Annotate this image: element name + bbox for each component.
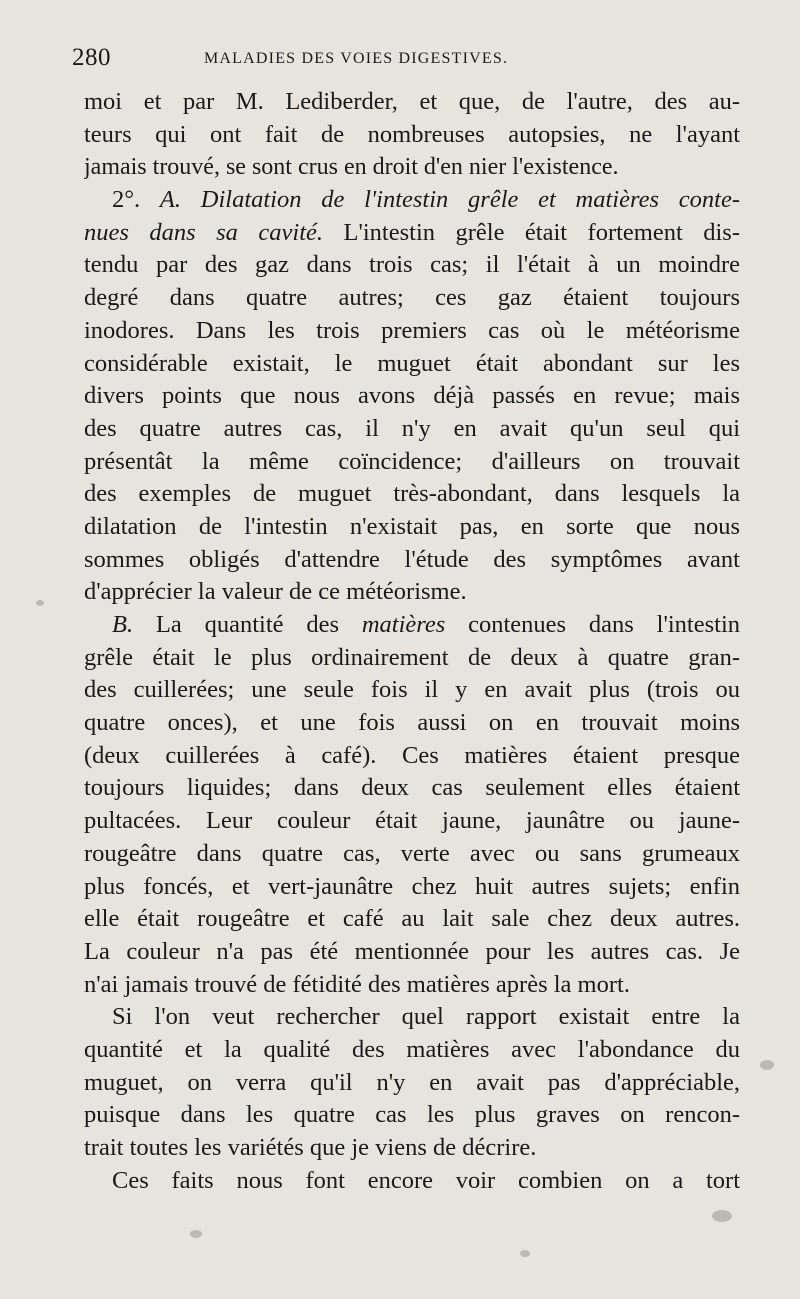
- text-line: inodores. Dans les trois premiers cas où le météorisme: [84, 316, 740, 344]
- page-number: 280: [72, 44, 111, 71]
- text-line: sommes obligés d'attendre l'étude des symptômes avant: [84, 545, 740, 573]
- text-line: puisque dans les quatre cas les plus graves on rencon-: [84, 1101, 740, 1129]
- text-line: jamais trouvé, se sont crus en droit d'en nier l'existence.: [84, 154, 619, 181]
- text-line: toujours liquides; dans deux cas seulement elles étaient: [84, 774, 740, 802]
- paper-speck: [36, 600, 44, 606]
- text-line: tendu par des gaz dans trois cas; il l'était à un moindre: [84, 251, 740, 279]
- text-line: considérable existait, le muguet était abondant sur les: [84, 349, 740, 377]
- text-line-paragraph-start: Si l'on veut rechercher quel rapport existait entre la: [112, 1003, 740, 1031]
- text-line: divers points que nous avons déjà passés en revue; mais: [84, 382, 740, 410]
- page-header: [72, 44, 742, 74]
- running-head: MALADIES DES VOIES DIGESTIVES.: [204, 50, 509, 67]
- text-line: degré dans quatre autres; ces gaz étaient toujours: [84, 284, 740, 312]
- text-line: teurs qui ont fait de nombreuses autopsies, ne l'ayant: [84, 120, 740, 148]
- text-line: des cuillerées; une seule fois il y en avait plus (trois ou: [84, 676, 740, 704]
- text-line-paragraph-start: B. La quantité des matières contenues dans l'intestin: [112, 611, 740, 638]
- text-line: trait toutes les variétés que je viens de décrire.: [84, 1134, 537, 1161]
- text-line: d'apprécier la valeur de ce météorisme.: [84, 578, 467, 606]
- text-line: dilatation de l'intestin n'existait pas, en sorte que nous: [84, 512, 740, 540]
- body-text: [84, 86, 740, 1197]
- text-line: moi et par M. Lediberder, et que, de l'autre, des au-: [84, 88, 740, 115]
- emphasized-text: nues dans sa cavité.: [84, 218, 324, 246]
- text-line: elle était rougeâtre et café au lait sale chez deux autres.: [84, 905, 740, 933]
- text-line: plus foncés, et vert-jaunâtre chez huit autres sujets; enfin: [84, 872, 740, 900]
- text-line: quatre onces), et une fois aussi on en trouvait moins: [84, 709, 740, 737]
- text-line: présentât la même coïncidence; d'ailleurs on trouvait: [84, 447, 740, 475]
- text-line: nues dans sa cavité. L'intestin grêle était fortement dis-: [84, 218, 740, 246]
- text-line-section-heading: 2°. A. Dilatation de l'intestin grêle et matières conte-: [112, 186, 740, 214]
- text-line: des quatre autres cas, il n'y en avait qu'un seul qui: [84, 414, 740, 442]
- emphasized-text: A. Dilatation de l'intestin grêle et matières conte-: [159, 186, 740, 214]
- text-line: La couleur n'a pas été mentionnée pour les autres cas. Je: [84, 937, 740, 965]
- paper-speck: [760, 1060, 774, 1070]
- paper-speck: [190, 1230, 202, 1238]
- text-line: des exemples de muguet très-abondant, dans lesquels la: [84, 480, 740, 508]
- text-line: (deux cuillerées à café). Ces matières étaient presque: [84, 741, 740, 769]
- text-line: grêle était le plus ordinairement de deux à quatre gran-: [84, 643, 740, 671]
- text-line: n'ai jamais trouvé de fétidité des matières après la mort.: [84, 970, 630, 998]
- emphasized-text: B.: [112, 611, 134, 638]
- text-line: muguet, on verra qu'il n'y en avait pas d'appréciable,: [84, 1068, 740, 1096]
- text-line: quantité et la qualité des matières avec l'abondance du: [84, 1035, 740, 1063]
- emphasized-text: matières: [361, 611, 446, 638]
- paper-speck: [520, 1250, 530, 1257]
- text-line: rougeâtre dans quatre cas, verte avec ou sans grumeaux: [84, 839, 740, 867]
- paper-speck: [712, 1210, 732, 1222]
- text-line: pultacées. Leur couleur était jaune, jaunâtre ou jaune-: [84, 807, 740, 835]
- text-line-paragraph-start: Ces faits nous font encore voir combien on a tort: [112, 1166, 740, 1194]
